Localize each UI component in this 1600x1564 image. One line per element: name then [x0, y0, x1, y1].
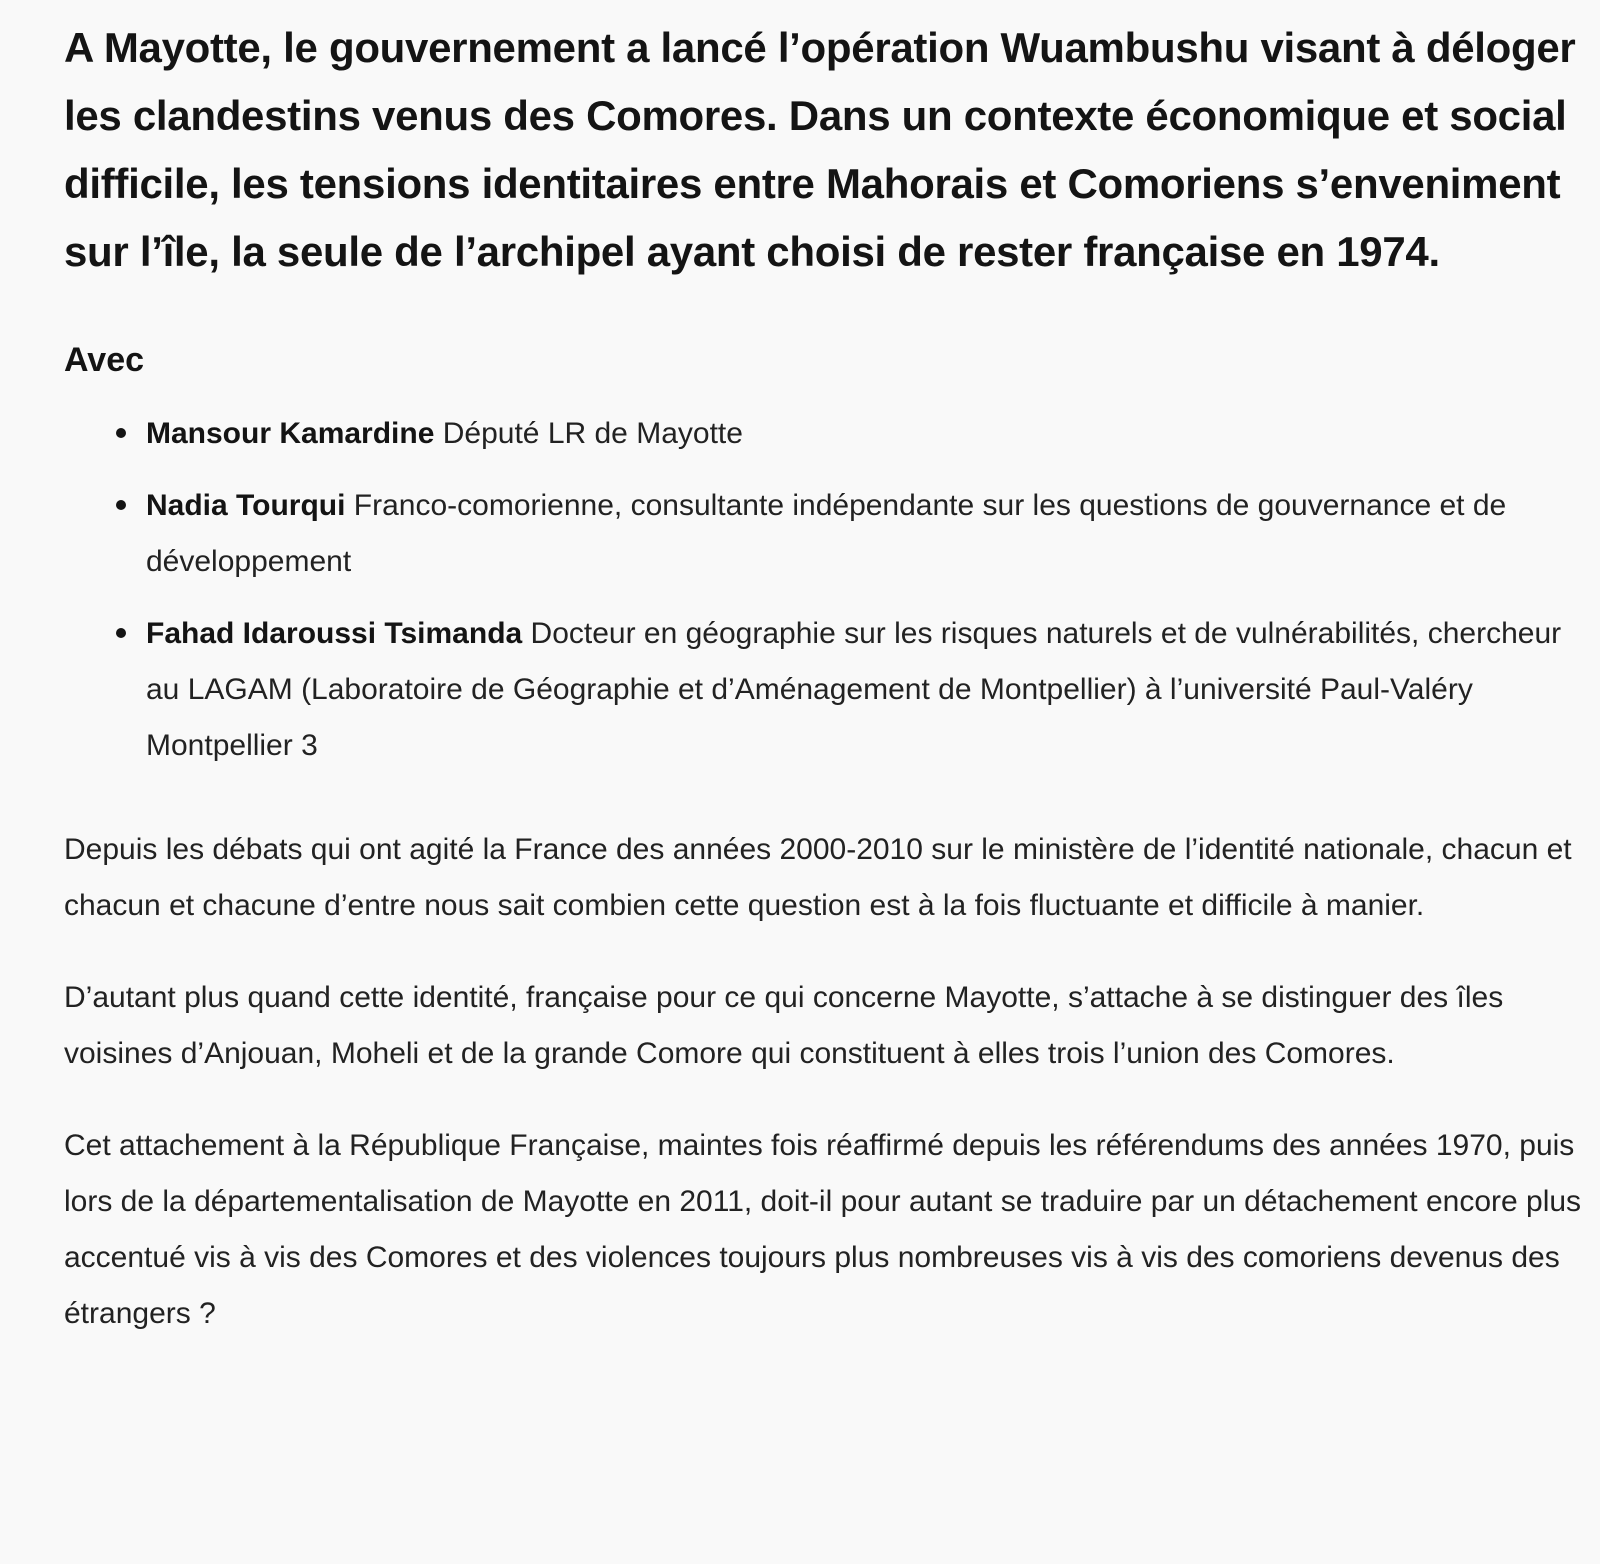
article-chapo: A Mayotte, le gouvernement a lancé l’opération Wuambushu visant à déloger les clandestins venus des Comores. Dans un contexte économique et social difficile, les tensions identitaires entre Mahorais et Comoriens s’enveniment sur l’île, la seule de l’archipel ayant choisi de rester française en 1974. — [64, 24, 1576, 275]
bullet-icon — [116, 500, 126, 510]
guest-name: Nadia Tourqui — [146, 489, 346, 522]
article-body — [64, 14, 1584, 1378]
article-paragraph: Cet attachement à la République Française, maintes fois réaffirmé depuis les référendums des années 1970, puis lors de la départementalisation de Mayotte en 2011, doit-il pour autant se traduire par un détachement encore plus accentué vis à vis des Comores et des violences toujours plus nombreuses vis à vis des comoriens devenus des étrangers ? — [64, 1129, 1582, 1330]
article-paragraph: Depuis les débats qui ont agité la France des années 2000-2010 sur le ministère de l’identité nationale, chacun et chacun et chacune d’entre nous sait combien cette question est à la fois fluctuante et difficile à manier. — [64, 833, 1572, 922]
guest-name: Fahad Idaroussi Tsimanda — [146, 617, 523, 650]
guest-item — [146, 478, 1584, 590]
guest-description: Franco-comorienne, consultante indépendante sur les questions de gouvernance et de développement — [146, 489, 1507, 578]
article-paragraphs — [64, 822, 1584, 1342]
guests-heading: Avec — [64, 341, 145, 379]
guest-name: Mansour Kamardine — [146, 417, 435, 450]
guest-item — [146, 606, 1584, 774]
article-paragraph: D’autant plus quand cette identité, française pour ce qui concerne Mayotte, s’attache à se distinguer des îles voisines d’Anjouan, Moheli et de la grande Comore qui constituent à elles trois l’union des Comores. — [64, 981, 1504, 1070]
guest-item — [146, 406, 1584, 462]
bullet-icon — [116, 628, 126, 638]
guest-description: Député LR de Mayotte — [434, 417, 743, 450]
guest-description: Docteur en géographie sur les risques naturels et de vulnérabilités, chercheur au LAGAM (Laboratoire de Géographie et d’Aménagement de Montpellier) à l’université Paul-Valéry Montpellier 3 — [146, 617, 1562, 762]
guests-list — [64, 406, 1584, 774]
bullet-icon — [116, 428, 126, 438]
